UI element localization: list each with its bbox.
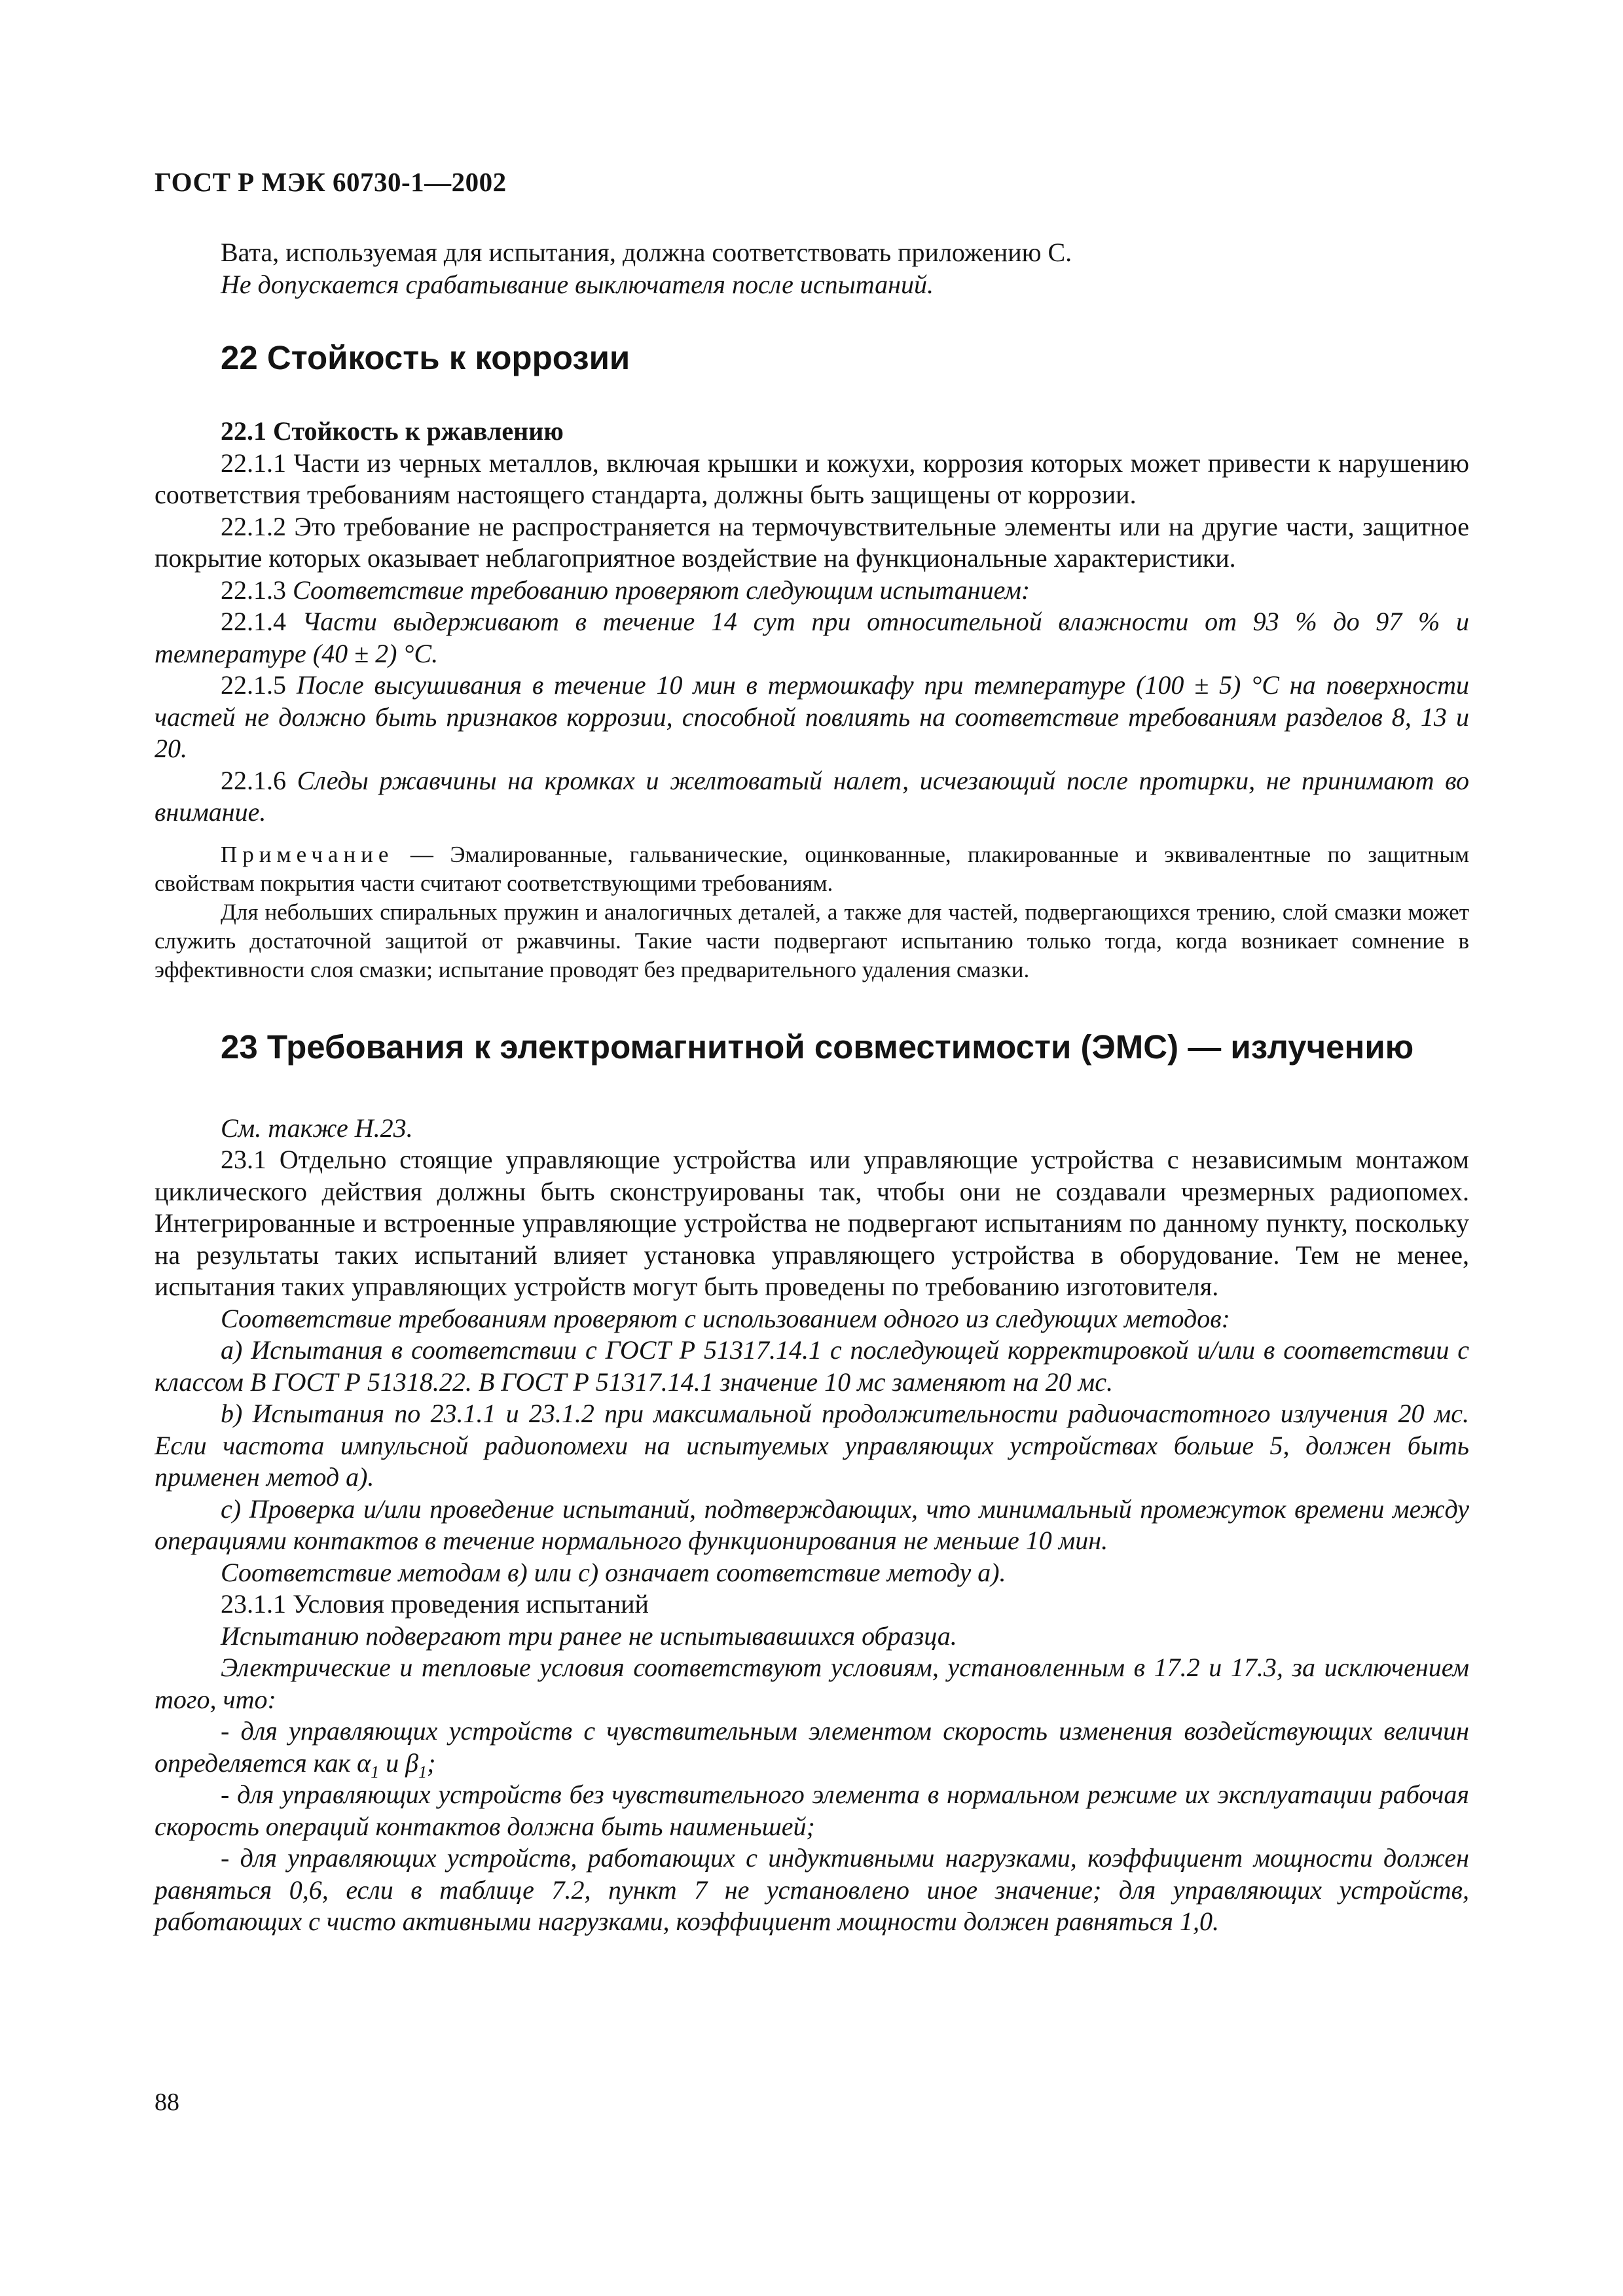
paragraph [155,575,1469,607]
note [155,840,1469,898]
paragraph: Электрические и тепловые условия соответствуют условиям, установленным в 17.2 и 17.3, за исключением того, что: [155,1653,1469,1714]
paragraph: b) Испытания по 23.1.1 и 23.1.2 при максимальной продолжительности радиочастотного излучения 20 мс. Если частота импульсной радиопомехи на испытуемых управляющих устройствах больше 5, должен быть применен метод а). [155,1399,1469,1492]
paragraph: Соответствие методам в) или с) означает соответствие методу а). [221,1557,1006,1587]
paragraph: Испытанию подвергают три ранее не испытывавшихся образца. [221,1621,957,1651]
page-content [155,237,1469,1938]
clause-number: 22.1.3 [221,575,286,605]
note-text: — Эмалированные, гальванические, оцинкованные, плакированные и эквивалентные по защитным свойствам покрытия части считают соответствующими требованиям. [155,841,1469,896]
subscript: 1 [418,1762,428,1782]
paragraph: Вата, используемая для испытания, должна соответствовать приложению С. [221,238,1072,267]
subsection-heading-22-1: 22.1 Стойкость к ржавлению [221,416,564,446]
paragraph: Не допускается срабатывание выключателя после испытаний. [221,269,934,299]
list-item-text: и β [379,1748,419,1778]
paragraph: 22.1.1 Части из черных металлов, включая крышки и кожухи, коррозия которых может привести к нарушению соответствия требованиям настоящего стандарта, должны быть защищены от коррозии. [155,448,1469,509]
paragraph [155,1715,1469,1782]
clause-number: 22.1.6 [221,765,286,795]
clause-text: После высушивания в течение 10 мин в термошкафу при температуре (100 ± 5) °С на поверхности частей не должно быть признаков коррозии, способной повлиять на соответствие требованиям разделов 8, 13 и 20. [155,670,1469,763]
section-heading-22: 22 Стойкость к коррозии [221,339,630,376]
paragraph: - для управляющих устройств без чувствительного элемента в нормальном режиме их эксплуатации рабочая скорость операций контактов должна быть наименьшей; [155,1780,1469,1841]
clause-text: Следы ржавчины на кромках и желтоватый налет, исчезающий после протирки, не принимают во внимание. [155,765,1469,827]
list-item-text: ; [427,1748,436,1778]
clause-number: 22.1.4 [221,607,286,636]
page-header: ГОСТ Р МЭК 60730-1—2002 [155,167,507,197]
paragraph: 22.1.2 Это требование не распространяется на термочувствительные элементы или на другие части, защитное покрытие которых оказывает неблагоприятное воздействие на функциональные характеристики. [155,511,1469,573]
paragraph [155,765,1469,829]
paragraph: См. также Н.23. [221,1113,413,1143]
paragraph: Соответствие требованиям проверяют с использованием одного из следующих методов: [221,1303,1230,1333]
paragraph: 23.1.1 Условия проведения испытаний [221,1589,649,1619]
paragraph: а) Испытания в соответствии с ГОСТ Р 51317.14.1 с последующей корректировкой и/или в соответствии с классом В ГОСТ Р 51318.22. В ГОСТ Р 51317.14.1 значение 10 мс заменяют на 20 мс. [155,1335,1469,1397]
paragraph: - для управляющих устройств, работающих с индуктивными нагрузками, коэффициент мощности должен равняться 0,6, если в таблице 7.2, пункт 7 не установлено иное значение; для управляющих устройств, работающих с чисто активными нагрузками, коэффициент мощности должен равняться 1,0. [155,1843,1469,1936]
paragraph [155,606,1469,670]
paragraph: с) Проверка и/или проведение испытаний, подтверждающих, что минимальный промежуток времени между операциями контактов в течение нормального функционирования не меньше 10 мин. [155,1494,1469,1555]
note-label: Примечание [221,841,394,867]
note-paragraph: Для небольших спиральных пружин и аналогичных деталей, а также для частей, подвергающихся трению, слой смазки может служить достаточной защитой от ржавчины. Такие части подвергают испытанию только тогда, когда возникает сомнение в эффективности слоя смазки; испытание проводят без предварительного удаления смазки. [155,899,1469,982]
list-item-text: - для управляющих устройств с чувствительным элементом скорость изменения воздействующих величин определяется как α [155,1716,1469,1778]
subscript: 1 [371,1762,380,1782]
clause-text: Части выдерживают в течение 14 сут при относительной влажности от 93 % до 97 % и температуре (40 ± 2) °С. [155,607,1470,668]
paragraph [155,670,1469,765]
section-heading-23: 23 Требования к электромагнитной совместимости (ЭМС) — излучению [221,1028,1414,1066]
paragraph: 23.1 Отдельно стоящие управляющие устройства или управляющие устройства с независимым монтажом циклического действия должны быть сконструированы так, чтобы они не создавали чрезмерных радиопомех. Интегрированные и встроенные управляющие устройства не подвергают испытаниям по данному пункту, поскольку на результаты таких испытаний влияет установка управляющего устройства в оборудование. Тем не менее, испытания таких управляющих устройств могут быть проведены по требованию изготовителя. [155,1145,1469,1301]
clause-number: 22.1.5 [221,670,286,700]
page-number: 88 [155,2089,179,2116]
clause-text: Соответствие требованию проверяют следующим испытанием: [293,575,1030,605]
